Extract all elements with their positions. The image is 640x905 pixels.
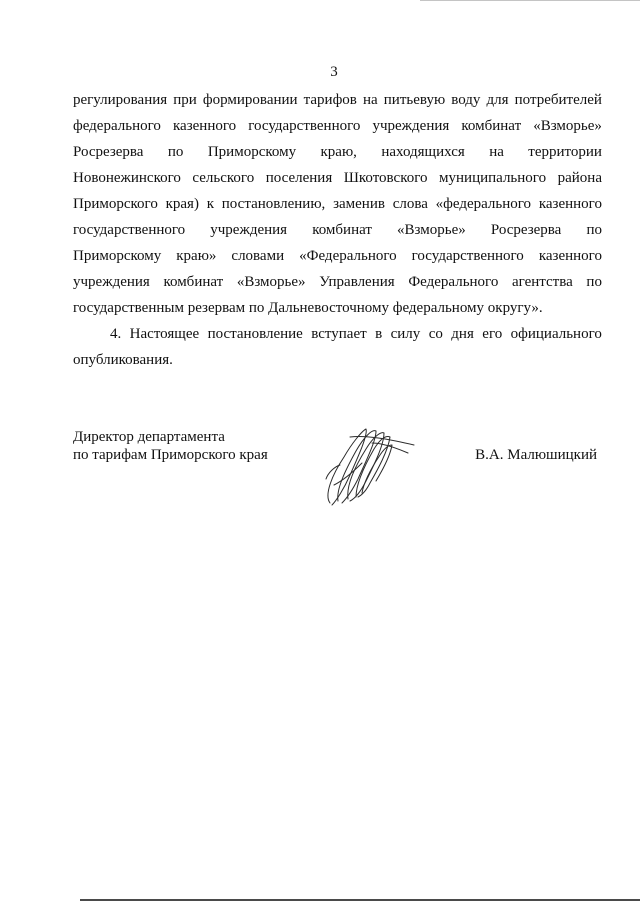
word: казенного: [538, 248, 602, 264]
word: при: [173, 92, 197, 108]
signatory-position-line-1: Директор департамента: [73, 429, 225, 445]
word: «Взморье»: [533, 118, 602, 134]
word: края): [165, 196, 199, 212]
signatory-position-line-2: по тарифам Приморского края: [73, 447, 268, 463]
word: Приморскому: [73, 248, 162, 264]
word: агентства: [511, 274, 573, 290]
word: 4.: [110, 326, 122, 342]
word: Приморского: [73, 196, 158, 212]
word: «Взморье»: [397, 222, 466, 238]
word: находящихся: [381, 144, 465, 160]
word: вступает: [311, 326, 367, 342]
word: Федерального: [408, 274, 499, 290]
word: «Федерального: [299, 248, 397, 264]
word: тарифов: [303, 92, 357, 108]
word: постановлению,: [221, 196, 326, 212]
word: Новонежинского: [73, 170, 181, 186]
word: Росрезерва: [490, 222, 562, 238]
word: официального: [510, 326, 602, 342]
word: сельского: [192, 170, 255, 186]
word: дня: [451, 326, 474, 342]
word: на: [489, 144, 504, 160]
word: воду: [451, 92, 481, 108]
word: формировании: [202, 92, 298, 108]
word: комбинат: [163, 274, 224, 290]
word: для: [486, 92, 509, 108]
word: по: [167, 144, 184, 160]
scan-edge-top: [420, 0, 640, 1]
word: со: [428, 326, 443, 342]
word: Росрезерва: [73, 144, 144, 160]
word: по: [586, 274, 602, 290]
word: «федерального: [435, 196, 532, 212]
word: его: [482, 326, 503, 342]
word: краю»: [176, 248, 217, 264]
signatory-name: В.А. Малюшицкий: [475, 447, 597, 463]
word: территории: [528, 144, 602, 160]
word: комбинат: [312, 222, 372, 238]
word: муниципального: [439, 170, 547, 186]
word: слова: [392, 196, 428, 212]
word: казенного: [538, 196, 602, 212]
word: словами: [231, 248, 285, 264]
word: комбинат: [461, 118, 522, 134]
word: Приморскому: [207, 144, 297, 160]
word: учреждения: [73, 274, 150, 290]
paragraph-line: [110, 321, 602, 347]
paragraph-line: [73, 165, 602, 191]
word: государственного: [411, 248, 524, 264]
word: потребителей: [514, 92, 602, 108]
word: поселения: [265, 170, 333, 186]
word: в: [375, 326, 383, 342]
word: к: [206, 196, 214, 212]
word: государственного: [248, 118, 361, 134]
paragraph-line: [73, 139, 602, 165]
word: Настоящее: [129, 326, 200, 342]
word: казенного: [172, 118, 237, 134]
word: постановление: [207, 326, 303, 342]
word: «Взморье»: [236, 274, 306, 290]
word: Шкотовского: [343, 170, 428, 186]
word: по: [586, 222, 602, 238]
word: федерального: [73, 118, 161, 134]
paragraph-line: [73, 113, 602, 139]
word: учреждения: [210, 222, 288, 238]
page-number: 3: [330, 64, 338, 80]
paragraph-line: [73, 217, 602, 243]
word: Управления: [319, 274, 395, 290]
word: краю,: [320, 144, 357, 160]
word: учреждения: [372, 118, 450, 134]
word: заменив: [333, 196, 385, 212]
word: регулирования: [73, 92, 168, 108]
word: питьевую: [383, 92, 446, 108]
handwritten-signature: [322, 423, 417, 508]
paragraph-line: [73, 87, 602, 113]
word: на: [362, 92, 378, 108]
paragraph-line: государственным резервам по Дальневосточному федеральному округу».: [73, 300, 543, 316]
word: силу: [390, 326, 421, 342]
word: государственного: [73, 222, 186, 238]
word: района: [557, 170, 602, 186]
scan-edge-bottom: [80, 899, 640, 901]
paragraph-line: опубликования.: [73, 352, 173, 368]
paragraph-line: [73, 191, 602, 217]
paragraph-line: [73, 269, 602, 295]
paragraph-line: [73, 243, 602, 269]
